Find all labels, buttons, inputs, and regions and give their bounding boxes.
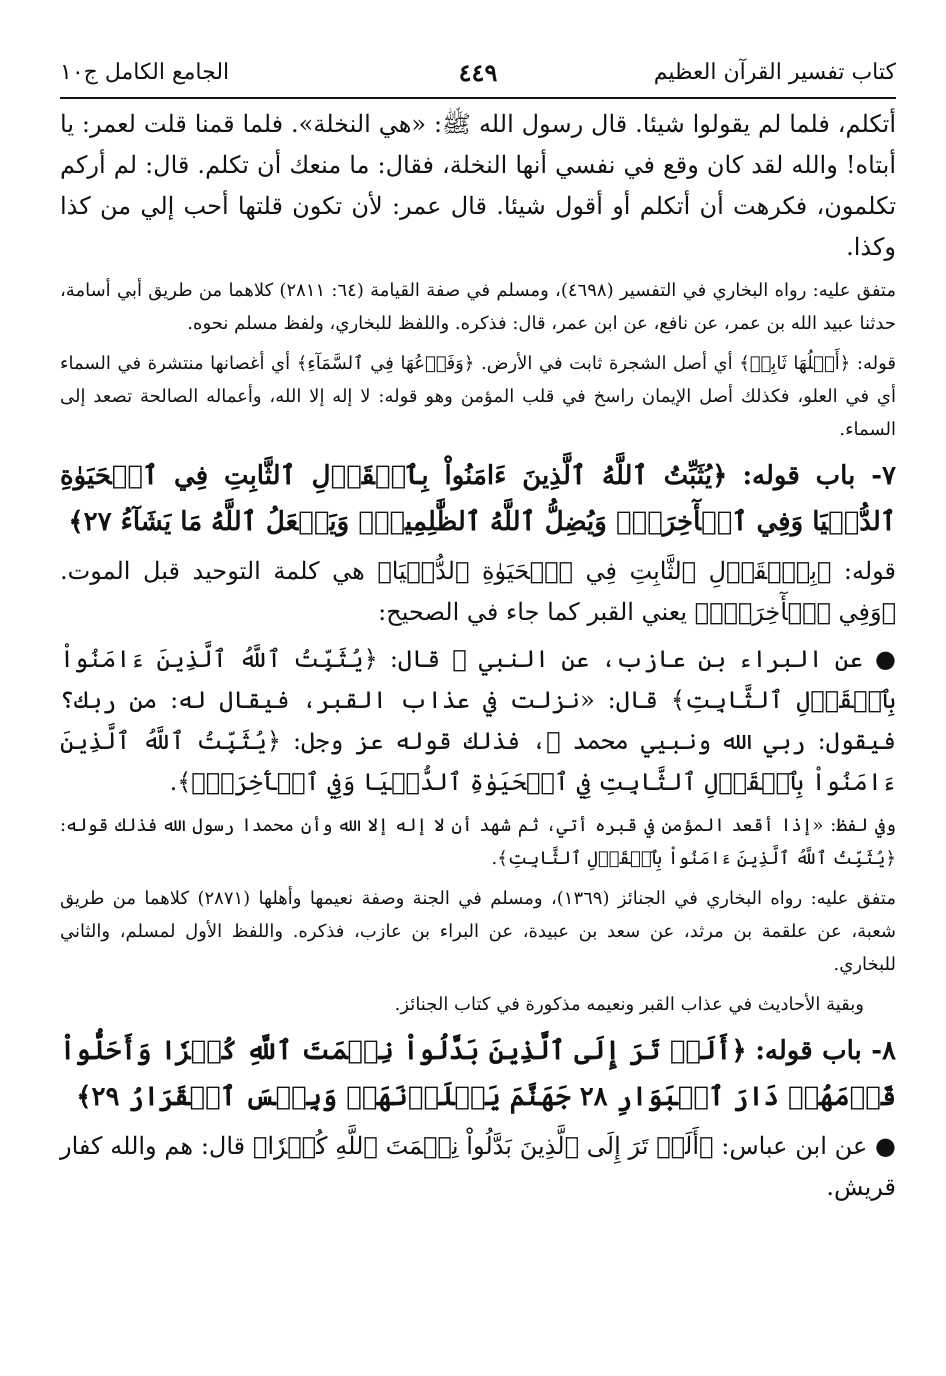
hadith-variant: وفي لفظ: «إذا أقعد المؤمن في قبره أتي، ثم شهد أن لا إله إلا الله وأن محمدا رسول الله فذلك قوله: ﴿يُثَبِّتُ ٱللَّهُ ٱلَّذِينَ ءَامَنُواْ بِٱلۡقَوۡلِ ٱلثَّابِتِ﴾. [60,815,896,869]
takhrij-note: متفق عليه: رواه البخاري في التفسير (٤٦٩٨)، ومسلم في صفة القيامة (٦٤: ٢٨١١) كلاهما من طريق أبي أسامة، حدثنا عبيد الله بن عمر، عن نافع، عن ابن عمر، قال: فذكره. واللفظ للبخاري، ولفظ مسلم نحوه. [60,280,896,334]
page-content [60,104,896,1208]
header-divider [60,97,896,99]
hadith-bara: ● عن البراء بن عازب، عن النبي ﷺ قال: ﴿يُثَبِّتُ ٱللَّهُ ٱلَّذِينَ ءَامَنُواْ بِٱلۡقَوۡلِ ٱلثَّابِتِ﴾ قال: «نزلت في عذاب القبر، فيقال له: من ربك؟ فيقول: ربي الله ونبيي محمد ﷺ، فذلك قوله عز وجل: ﴿يُثَبِّتُ ٱللَّهُ ٱلَّذِينَ ءَامَنُواْ بِٱلۡقَوۡلِ ٱلثَّابِتِ فِي ٱلۡحَيَوٰةِ ٱلدُّنۡيَا وَفِي ٱلۡأٓخِرَةِۖ﴾. [60,645,896,796]
tafsir-paragraph: قوله: ﴿بِٱلۡقَوۡلِ ٱلثَّابِتِ فِي ٱلۡحَيَوٰةِ ٱلدُّنۡيَا﴾ هي كلمة التوحيد قبل الموت. ﴿وَفِي ٱلۡأٓخِرَةِۖ﴾ يعني القبر كما جاء في الصحيح: [60,557,896,626]
tafsir-note: قوله: ﴿أَصۡلُهَا ثَابِتٞ﴾ أي أصل الشجرة ثابت في الأرض. ﴿وَفَرۡعُهَا فِي ٱلسَّمَآءِ﴾ أي أغصانها منتشرة في السماء أي في العلو، فكذلك أصل الإيمان راسخ في قلب المؤمن وهو قوله: لا إله إلا الله، وأعماله الصالحة تصعد إلى السماء. [60,353,896,440]
chapter-8-title: ٨- باب قوله: [755,1036,897,1066]
hadith-ibn-abbas: ● عن ابن عباس: ﴿أَلَمۡ تَرَ إِلَى ٱلَّذِينَ بَدَّلُواْ نِعۡمَتَ ٱللَّهِ كُفۡرٗا﴾ قال: هم والله كفار قريش. [60,1132,896,1201]
book-title: كتاب تفسير القرآن العظيم [653,60,896,85]
page-header [60,0,896,104]
page-number: ٤٤٩ [458,58,498,87]
remaining-hadiths-note: وبقية الأحاديث في عذاب القبر ونعيمه مذكورة في كتاب الجنائز. [394,994,864,1015]
chapter-8-heading [60,1028,896,1120]
chapter-7-heading [60,453,896,545]
chapter-7-verse: ﴿يُثَبِّتُ ٱللَّهُ ٱلَّذِينَ ءَامَنُواْ بِٱلۡقَوۡلِ ٱلثَّابِتِ فِي ٱلۡحَيَوٰةِ ٱلدُّنۡيَا وَفِي ٱلۡأٓخِرَةِۖ وَيُضِلُّ ٱللَّهُ ٱلظَّٰلِمِينَۚ وَيَفۡعَلُ ٱللَّهُ مَا يَشَآءُ ٢٧﴾ [60,461,896,537]
chapter-8-verse: ﴿أَلَمۡ تَرَ إِلَى ٱلَّذِينَ بَدَّلُواْ نِعۡمَتَ ٱللَّهِ كُفۡرٗا وَأَحَلُّواْ قَوۡمَهُمۡ دَارَ ٱلۡبَوَارِ ٢٨ جَهَنَّمَ يَصۡلَوۡنَهَاۖ وَبِئۡسَ ٱلۡقَرَارُ ٢٩﴾ [60,1036,896,1112]
volume-title: الجامع الكامل ج١٠ [60,60,230,85]
takhrij-note-2: متفق عليه: رواه البخاري في الجنائز (١٣٦٩)، ومسلم في الجنة وصفة نعيمها وأهلها (٢٨٧١) كلاهما من طريق شعبة، عن علقمة بن مرثد، عن سعد بن عبيدة، عن البراء بن عازب، فذكره. واللفظ الأول لمسلم، والثاني للبخاري. [60,888,896,975]
chapter-7-title: ٧- باب قوله: [742,461,896,491]
hadith-continuation: أتكلم، فلما لم يقولوا شيئا. قال رسول الله ﷺ: «هي النخلة». فلما قمنا قلت لعمر: يا أبتاه! والله لقد كان وقع في نفسي أنها النخلة، فقال: ما منعك أن تكلم. قال: لم أركم تكلمون، فكرهت أن أتكلم أو أقول شيئا. قال عمر: لأن تكون قلتها أحب إلي من كذا وكذا. [60,110,896,261]
